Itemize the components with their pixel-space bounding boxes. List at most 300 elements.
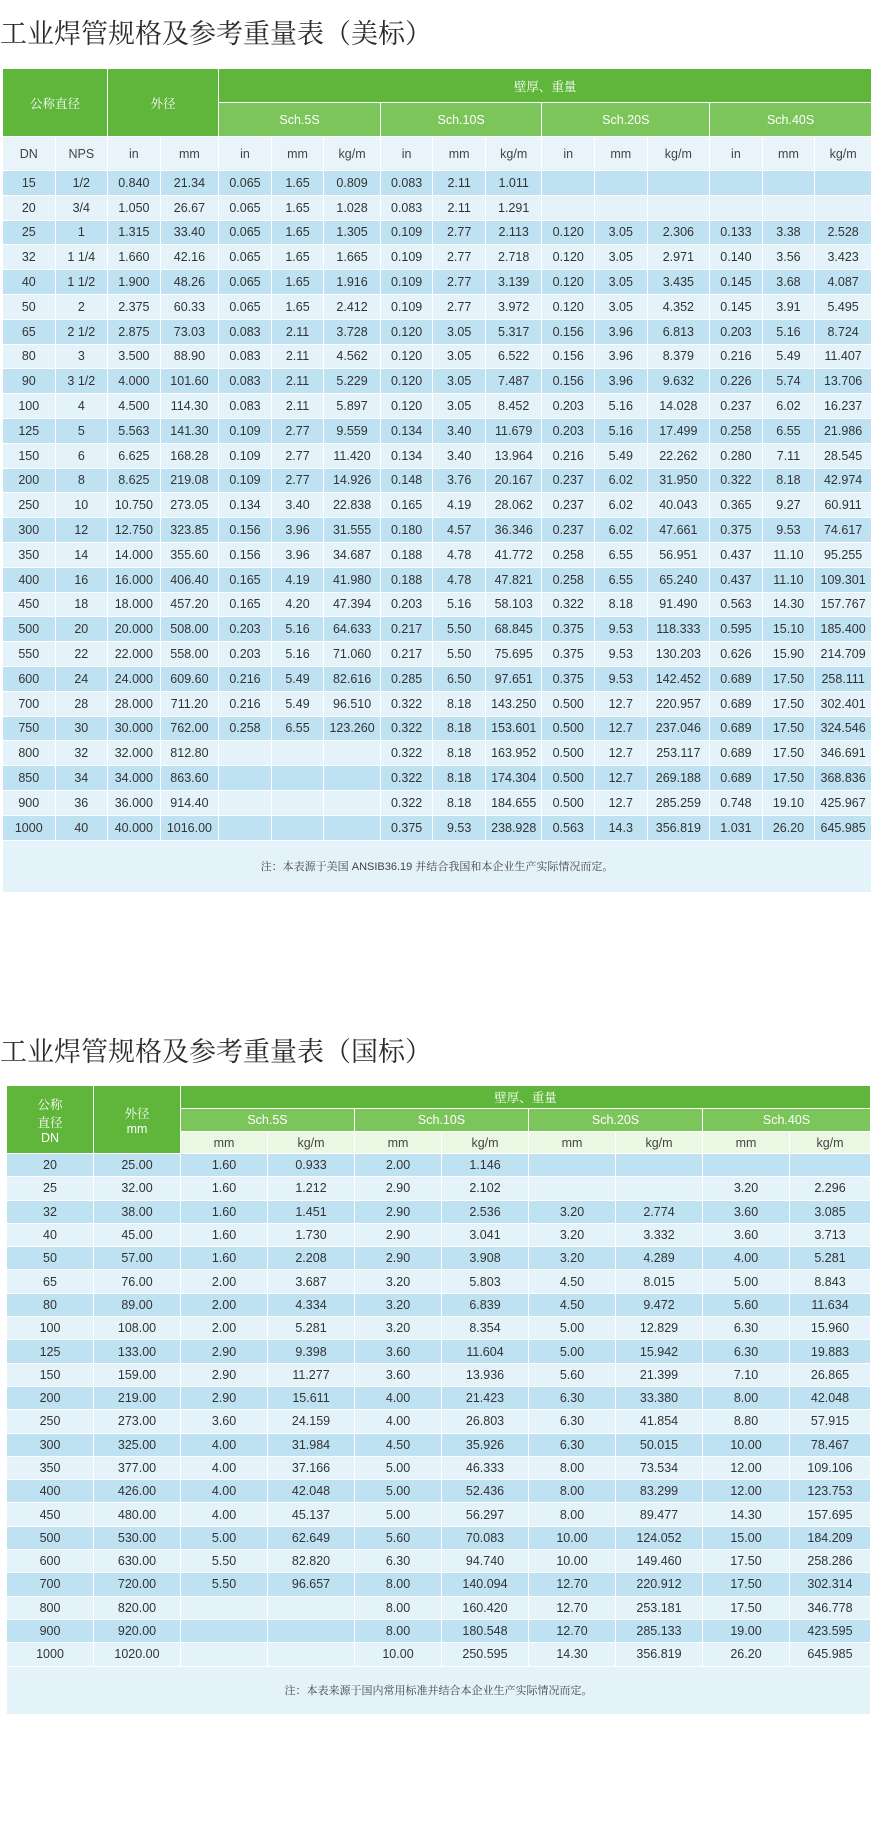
table-cell: 10.00 [529, 1526, 616, 1549]
table-cell: 4.00 [181, 1503, 268, 1526]
table-row [7, 1386, 871, 1409]
table-cell: 2.11 [271, 369, 324, 394]
table-cell: 3.60 [181, 1410, 268, 1433]
table-cell: 5.00 [355, 1503, 442, 1526]
table-cell: 2 [55, 294, 108, 319]
table-row [7, 1154, 871, 1177]
unit-header-cell: kg/m [647, 137, 710, 171]
table-cell: 8.452 [485, 394, 542, 419]
table-cell: 42.048 [790, 1386, 871, 1409]
table-row [3, 418, 872, 443]
table-cell [181, 1596, 268, 1619]
table-cell: 94.740 [442, 1550, 529, 1573]
table-cell: 184.209 [790, 1526, 871, 1549]
table-cell: 10.750 [108, 493, 161, 518]
table-cell: 12.00 [703, 1456, 790, 1479]
table-cell: 1.60 [181, 1177, 268, 1200]
table-cell: 10.00 [529, 1550, 616, 1573]
table-cell: 2.90 [355, 1200, 442, 1223]
table-cell: 3.05 [595, 294, 648, 319]
table-cell: 80 [3, 344, 56, 369]
table-cell: 32.000 [108, 741, 161, 766]
table-cell: 174.304 [485, 766, 542, 791]
header-wall-weight: 壁厚、重量 [219, 69, 872, 103]
table-cell: 0.322 [380, 741, 433, 766]
table-cell: 0.280 [710, 443, 763, 468]
table-cell: 0.134 [380, 443, 433, 468]
table-cell: 0.322 [380, 716, 433, 741]
table-cell: 2 1/2 [55, 319, 108, 344]
table-cell: 33.40 [160, 220, 219, 245]
table-cell: 0.109 [219, 418, 272, 443]
table-cell: 0.500 [542, 766, 595, 791]
table-cell: 71.060 [324, 642, 381, 667]
table-cell: 32 [7, 1200, 94, 1223]
table-cell: 323.85 [160, 518, 219, 543]
table-cell: 820.00 [94, 1596, 181, 1619]
table-cell: 400 [3, 567, 56, 592]
table-cell: 0.083 [219, 369, 272, 394]
table-cell: 5.00 [355, 1480, 442, 1503]
table-row [3, 245, 872, 270]
table-cell: 65 [3, 319, 56, 344]
table-cell: 30.000 [108, 716, 161, 741]
table-cell: 90 [3, 369, 56, 394]
table-cell: 0.285 [380, 666, 433, 691]
table-cell: 3.05 [433, 344, 486, 369]
table-row [3, 195, 872, 220]
table-cell: 0.216 [710, 344, 763, 369]
table-cell: 0.626 [710, 642, 763, 667]
table-cell: 6.30 [703, 1317, 790, 1340]
table-cell: 5.49 [271, 691, 324, 716]
table-cell: 800 [3, 741, 56, 766]
table-cell: 406.40 [160, 567, 219, 592]
table-cell: 60.33 [160, 294, 219, 319]
table-cell: 0.748 [710, 790, 763, 815]
table-cell: 2.774 [616, 1200, 703, 1223]
table-cell: 0.156 [542, 344, 595, 369]
table-cell: 10 [55, 493, 108, 518]
table-cell: 12.7 [595, 716, 648, 741]
unit-header-cell: in [380, 137, 433, 171]
table-cell: 78.467 [790, 1433, 871, 1456]
table-cell: 20.167 [485, 468, 542, 493]
header-outer-diameter: 外径 [108, 69, 219, 137]
table-cell: 5.00 [703, 1270, 790, 1293]
table-cell: 0.203 [219, 617, 272, 642]
table-cell [219, 741, 272, 766]
table-cell [271, 815, 324, 840]
unit-header-cell: mm [181, 1132, 268, 1154]
table-cell: 285.259 [647, 790, 710, 815]
gb-standard-table [6, 1085, 871, 1715]
table-cell: 1.65 [271, 171, 324, 196]
table-cell: 3.728 [324, 319, 381, 344]
table-row [3, 766, 872, 791]
table-cell: 4.50 [529, 1270, 616, 1293]
table-row [7, 1619, 871, 1642]
table-cell: 1.660 [108, 245, 161, 270]
table-cell: 73.03 [160, 319, 219, 344]
table-cell: 2.77 [433, 270, 486, 295]
table-cell: 3.40 [433, 443, 486, 468]
table-cell: 9.53 [595, 666, 648, 691]
table-cell: 14 [55, 542, 108, 567]
table-cell: 0.109 [380, 220, 433, 245]
table-cell: 57.00 [94, 1247, 181, 1270]
table-cell: 609.60 [160, 666, 219, 691]
table-cell: 17.50 [762, 741, 815, 766]
table-cell: 1/2 [55, 171, 108, 196]
table-cell: 76.00 [94, 1270, 181, 1293]
table-cell: 6.55 [595, 542, 648, 567]
table-cell: 4.562 [324, 344, 381, 369]
table-cell: 6.30 [703, 1340, 790, 1363]
table-cell: 12.7 [595, 741, 648, 766]
table-cell: 0.134 [219, 493, 272, 518]
table-cell: 530.00 [94, 1526, 181, 1549]
table-cell: 4.50 [529, 1293, 616, 1316]
table-cell: 142.452 [647, 666, 710, 691]
table-cell: 118.333 [647, 617, 710, 642]
table-cell: 50 [3, 294, 56, 319]
table-cell: 250.595 [442, 1643, 529, 1666]
table-cell: 15.90 [762, 642, 815, 667]
table-cell: 7.11 [762, 443, 815, 468]
table-cell: 0.595 [710, 617, 763, 642]
table-cell: 914.40 [160, 790, 219, 815]
table-cell: 0.375 [542, 617, 595, 642]
unit-header-cell: DN [3, 137, 56, 171]
table-cell: 5.50 [433, 617, 486, 642]
table-cell: 5.16 [595, 418, 648, 443]
table-cell: 425.967 [815, 790, 872, 815]
table-cell: 920.00 [94, 1619, 181, 1642]
table-cell: 42.974 [815, 468, 872, 493]
table-cell: 2.113 [485, 220, 542, 245]
table-cell: 2.11 [271, 319, 324, 344]
table-cell: 24.000 [108, 666, 161, 691]
table-cell: 140.094 [442, 1573, 529, 1596]
table-row [3, 493, 872, 518]
table-cell: 0.226 [710, 369, 763, 394]
table-cell: 80 [7, 1293, 94, 1316]
table-cell: 12.829 [616, 1317, 703, 1340]
table-cell: 5 [55, 418, 108, 443]
table-cell: 14.30 [529, 1643, 616, 1666]
table-cell: 3.687 [268, 1270, 355, 1293]
table-cell: 2.11 [433, 195, 486, 220]
table-cell: 0.500 [542, 741, 595, 766]
table-cell: 15.942 [616, 1340, 703, 1363]
table-row [7, 1526, 871, 1549]
title-gb-standard: 工业焊管规格及参考重量表（国标） [0, 1037, 432, 1068]
header-nominal-diameter: 公称直径 [3, 69, 108, 137]
table-cell [268, 1643, 355, 1666]
table-cell: 0.217 [380, 642, 433, 667]
table-cell: 91.490 [647, 592, 710, 617]
table-cell: 4.00 [181, 1433, 268, 1456]
table-cell [268, 1619, 355, 1642]
table-cell: 2.208 [268, 1247, 355, 1270]
table-cell: 0.237 [542, 468, 595, 493]
table-cell: 123.260 [324, 716, 381, 741]
table-cell: 32 [3, 245, 56, 270]
table-cell: 57.915 [790, 1410, 871, 1433]
table-cell: 2.90 [181, 1340, 268, 1363]
table-cell: 32 [55, 741, 108, 766]
table-cell: 4.334 [268, 1293, 355, 1316]
table-cell: 0.083 [219, 319, 272, 344]
table-cell: 8.00 [703, 1386, 790, 1409]
table-cell: 6.30 [529, 1410, 616, 1433]
table-row [3, 815, 872, 840]
table-cell: 3.20 [355, 1293, 442, 1316]
table-cell: 1.665 [324, 245, 381, 270]
table-cell: 64.633 [324, 617, 381, 642]
table-cell: 6.55 [762, 418, 815, 443]
gb-header-sch10s: Sch.10S [355, 1109, 529, 1132]
table-cell: 0.109 [219, 443, 272, 468]
table-cell: 11.10 [762, 542, 815, 567]
table-cell: 114.30 [160, 394, 219, 419]
table-cell: 450 [3, 592, 56, 617]
table-cell [324, 815, 381, 840]
table-cell [762, 171, 815, 196]
table-cell: 17.50 [762, 666, 815, 691]
table-cell: 1 1/4 [55, 245, 108, 270]
table-cell: 2.528 [815, 220, 872, 245]
table-cell: 124.052 [616, 1526, 703, 1549]
table-cell: 2.00 [181, 1293, 268, 1316]
table-cell: 237.046 [647, 716, 710, 741]
table-cell: 423.595 [790, 1619, 871, 1642]
table-cell: 0.689 [710, 766, 763, 791]
table-row [3, 319, 872, 344]
table-cell: 800 [7, 1596, 94, 1619]
table-cell: 2.90 [355, 1177, 442, 1200]
table-cell: 143.250 [485, 691, 542, 716]
table-cell: 3.05 [433, 394, 486, 419]
table-cell: 10.00 [703, 1433, 790, 1456]
table-cell: 3.60 [703, 1200, 790, 1223]
table-cell: 0.156 [219, 518, 272, 543]
table-cell: 133.00 [94, 1340, 181, 1363]
header-sch10s: Sch.10S [380, 103, 542, 137]
table-cell: 5.74 [762, 369, 815, 394]
table-row [3, 468, 872, 493]
table-cell: 13.706 [815, 369, 872, 394]
table-cell: 1.146 [442, 1154, 529, 1177]
table-cell: 16 [55, 567, 108, 592]
table-cell [815, 195, 872, 220]
table-cell: 20 [3, 195, 56, 220]
unit-header-cell: mm [595, 137, 648, 171]
table-cell: 2.90 [181, 1386, 268, 1409]
table-cell [542, 171, 595, 196]
table-cell: 0.109 [380, 270, 433, 295]
table-cell: 36 [55, 790, 108, 815]
table-cell: 3.20 [703, 1177, 790, 1200]
table-cell: 34.000 [108, 766, 161, 791]
table-cell: 5.00 [529, 1340, 616, 1363]
table-cell: 2.90 [181, 1363, 268, 1386]
table-row [3, 344, 872, 369]
table-cell: 8.18 [433, 790, 486, 815]
table-cell: 14.30 [703, 1503, 790, 1526]
table-cell: 8.00 [529, 1480, 616, 1503]
table-cell: 82.616 [324, 666, 381, 691]
table-cell: 6.02 [595, 518, 648, 543]
table-cell: 25 [3, 220, 56, 245]
table-cell: 185.400 [815, 617, 872, 642]
table-cell: 9.53 [595, 617, 648, 642]
table-cell: 8.00 [529, 1503, 616, 1526]
table-cell: 5.281 [790, 1247, 871, 1270]
table-cell: 38.00 [94, 1200, 181, 1223]
table-cell: 720.00 [94, 1573, 181, 1596]
table-cell: 6.50 [433, 666, 486, 691]
table-cell: 5.60 [355, 1526, 442, 1549]
table-cell: 273.05 [160, 493, 219, 518]
table-cell: 5.50 [433, 642, 486, 667]
table-cell: 0.145 [710, 270, 763, 295]
unit-header-cell: mm [433, 137, 486, 171]
gb-table-note: 注：本表来源于国内常用标准并结合本企业生产实际情况而定。 [7, 1666, 871, 1714]
table-cell: 0.217 [380, 617, 433, 642]
table-cell: 30 [55, 716, 108, 741]
table-cell: 2.296 [790, 1177, 871, 1200]
table-cell: 0.165 [380, 493, 433, 518]
table-cell [181, 1643, 268, 1666]
table-cell: 0.563 [710, 592, 763, 617]
table-cell: 3.05 [433, 369, 486, 394]
table-cell: 3.76 [433, 468, 486, 493]
us-standard-table [2, 68, 872, 893]
table-cell: 60.911 [815, 493, 872, 518]
table-cell: 26.67 [160, 195, 219, 220]
table-cell: 5.16 [433, 592, 486, 617]
table-cell: 0.109 [219, 468, 272, 493]
table-cell: 9.27 [762, 493, 815, 518]
table-cell: 1020.00 [94, 1643, 181, 1666]
table-cell: 3.500 [108, 344, 161, 369]
table-cell: 600 [3, 666, 56, 691]
table-cell: 35.926 [442, 1433, 529, 1456]
table-row [7, 1293, 871, 1316]
unit-header-cell: kg/m [815, 137, 872, 171]
table-cell: 269.188 [647, 766, 710, 791]
table-cell: 2.971 [647, 245, 710, 270]
table-row [3, 592, 872, 617]
table-cell [268, 1596, 355, 1619]
table-cell: 3.96 [271, 518, 324, 543]
table-cell: 368.836 [815, 766, 872, 791]
table-cell: 1.65 [271, 294, 324, 319]
table-cell: 5.317 [485, 319, 542, 344]
table-cell: 3.96 [595, 344, 648, 369]
table-cell: 356.819 [616, 1643, 703, 1666]
table-cell: 160.420 [442, 1596, 529, 1619]
table-cell: 31.950 [647, 468, 710, 493]
gb-header-nominal-line2: 直径 [37, 1115, 63, 1130]
table-cell: 88.90 [160, 344, 219, 369]
table-cell: 109.106 [790, 1456, 871, 1479]
table-cell: 0.120 [542, 245, 595, 270]
table-cell: 2.875 [108, 319, 161, 344]
table-cell: 0.083 [380, 171, 433, 196]
table-cell: 4.00 [355, 1386, 442, 1409]
table-row [3, 518, 872, 543]
table-cell: 0.216 [219, 691, 272, 716]
table-cell: 180.548 [442, 1619, 529, 1642]
table-cell: 3.96 [595, 369, 648, 394]
table-cell: 5.495 [815, 294, 872, 319]
table-cell: 3.38 [762, 220, 815, 245]
table-cell: 74.617 [815, 518, 872, 543]
table-cell: 0.216 [542, 443, 595, 468]
table-cell: 200 [3, 468, 56, 493]
table-cell: 0.065 [219, 171, 272, 196]
table-row [7, 1270, 871, 1293]
table-cell: 2.306 [647, 220, 710, 245]
table-row [3, 691, 872, 716]
table-cell: 0.120 [380, 369, 433, 394]
table-cell: 220.912 [616, 1573, 703, 1596]
table-cell: 21.34 [160, 171, 219, 196]
table-cell: 6.30 [529, 1386, 616, 1409]
gb-header-nominal-line3: DN [40, 1130, 60, 1145]
table-cell: 12.7 [595, 691, 648, 716]
table-cell: 3.05 [595, 245, 648, 270]
table-cell [219, 790, 272, 815]
unit-header-cell: in [219, 137, 272, 171]
table-cell: 558.00 [160, 642, 219, 667]
table-cell: 5.16 [762, 319, 815, 344]
table-cell: 220.957 [647, 691, 710, 716]
table-cell: 5.50 [181, 1550, 268, 1573]
table-cell: 200 [7, 1386, 94, 1409]
table-cell: 12.7 [595, 790, 648, 815]
table-cell: 100 [7, 1317, 94, 1340]
table-cell: 1 1/2 [55, 270, 108, 295]
table-row [7, 1573, 871, 1596]
table-cell: 0.375 [542, 642, 595, 667]
table-cell: 0.133 [710, 220, 763, 245]
table-cell: 11.420 [324, 443, 381, 468]
table-cell: 14.3 [595, 815, 648, 840]
table-cell: 762.00 [160, 716, 219, 741]
table-cell: 2.00 [181, 1317, 268, 1340]
table-cell: 3.713 [790, 1223, 871, 1246]
table-cell: 250 [7, 1410, 94, 1433]
gb-header-sch20s: Sch.20S [529, 1109, 703, 1132]
table-cell: 1.451 [268, 1200, 355, 1223]
table-cell: 15.10 [762, 617, 815, 642]
table-cell: 32.00 [94, 1177, 181, 1200]
table-cell: 238.928 [485, 815, 542, 840]
table-cell: 10.00 [355, 1643, 442, 1666]
table-cell: 0.500 [542, 691, 595, 716]
table-cell: 5.16 [271, 617, 324, 642]
table-cell: 258.286 [790, 1550, 871, 1573]
table-cell: 15 [3, 171, 56, 196]
unit-header-cell: in [542, 137, 595, 171]
table-cell: 2.11 [271, 344, 324, 369]
table-cell: 0.188 [380, 567, 433, 592]
table-cell: 24.159 [268, 1410, 355, 1433]
